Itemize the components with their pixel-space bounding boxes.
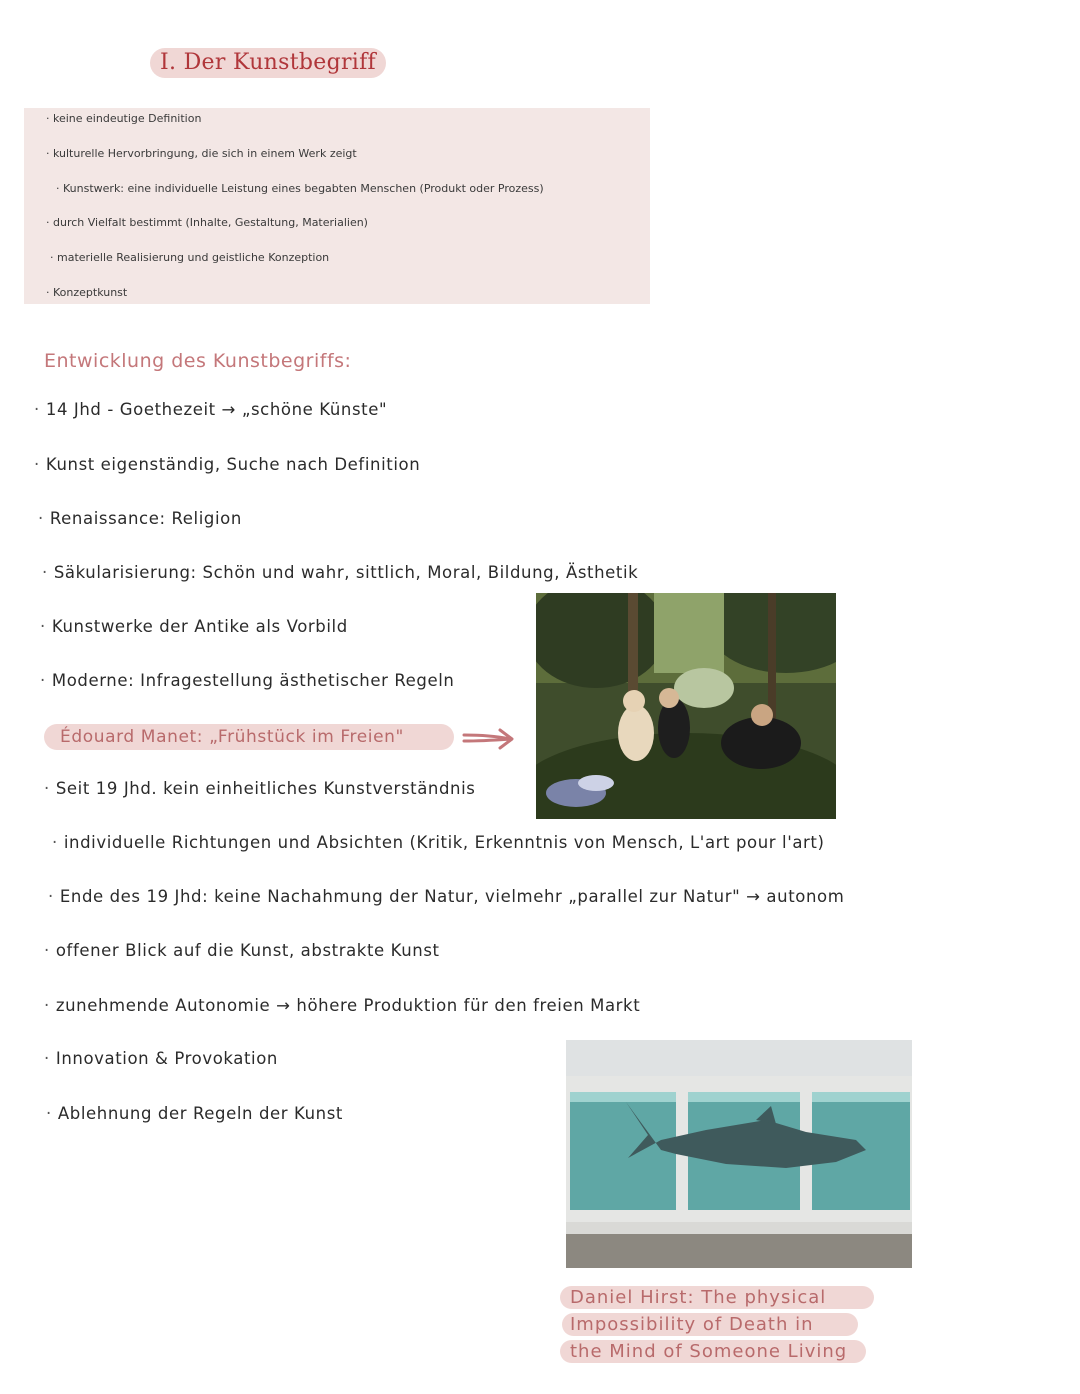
- note-line: · Renaissance: Religion: [38, 509, 242, 528]
- definition-item: · Konzeptkunst: [46, 286, 127, 299]
- note-line: · Moderne: Infragestellung ästhetischer Regeln: [40, 671, 455, 690]
- definition-item: · materielle Realisierung und geistliche Konzeption: [50, 251, 329, 264]
- caption-line: Daniel Hirst: The physical: [570, 1287, 827, 1308]
- caption-line: Impossibility of Death in: [570, 1314, 814, 1335]
- note-line: · Ende des 19 Jhd: keine Nachahmung der Natur, vielmehr „parallel zur Natur" → autonom: [48, 887, 845, 906]
- note-line: · offener Blick auf die Kunst, abstrakte Kunst: [44, 941, 440, 960]
- hirst-shark-image: [566, 1040, 912, 1268]
- note-line: · Seit 19 Jhd. kein einheitliches Kunstverständnis: [44, 779, 476, 798]
- note-line: · Innovation & Provokation: [44, 1049, 278, 1068]
- note-line: · Ablehnung der Regeln der Kunst: [46, 1104, 343, 1123]
- note-line: · 14 Jhd - Goethezeit → „schöne Künste": [34, 400, 388, 419]
- definition-box: [24, 108, 650, 304]
- definition-item: · durch Vielfalt bestimmt (Inhalte, Gestaltung, Materialien): [46, 216, 368, 229]
- section-heading: Entwicklung des Kunstbegriffs:: [44, 350, 352, 372]
- manet-painting-image: [536, 593, 836, 819]
- note-line: · Säkularisierung: Schön und wahr, sittlich, Moral, Bildung, Ästhetik: [42, 563, 639, 582]
- definition-item: · Kunstwerk: eine individuelle Leistung eines begabten Menschen (Produkt oder Prozess): [56, 182, 544, 195]
- highlight-text: Édouard Manet: „Frühstück im Freien": [60, 727, 404, 747]
- note-line: · zunehmende Autonomie → höhere Produktion für den freien Markt: [44, 996, 641, 1015]
- definition-item: · keine eindeutige Definition: [46, 112, 201, 125]
- note-line: · Kunstwerke der Antike als Vorbild: [40, 617, 348, 636]
- arrow-right-icon: [462, 726, 516, 752]
- page-title: I. Der Kunstbegriff: [150, 48, 386, 78]
- note-line: · Kunst eigenständig, Suche nach Definition: [34, 455, 421, 474]
- note-line: · individuelle Richtungen und Absichten (Kritik, Erkenntnis von Mensch, L'art pour l'art): [52, 833, 825, 852]
- caption-line: the Mind of Someone Living: [570, 1341, 848, 1362]
- definition-item: · kulturelle Hervorbringung, die sich in einem Werk zeigt: [46, 147, 357, 160]
